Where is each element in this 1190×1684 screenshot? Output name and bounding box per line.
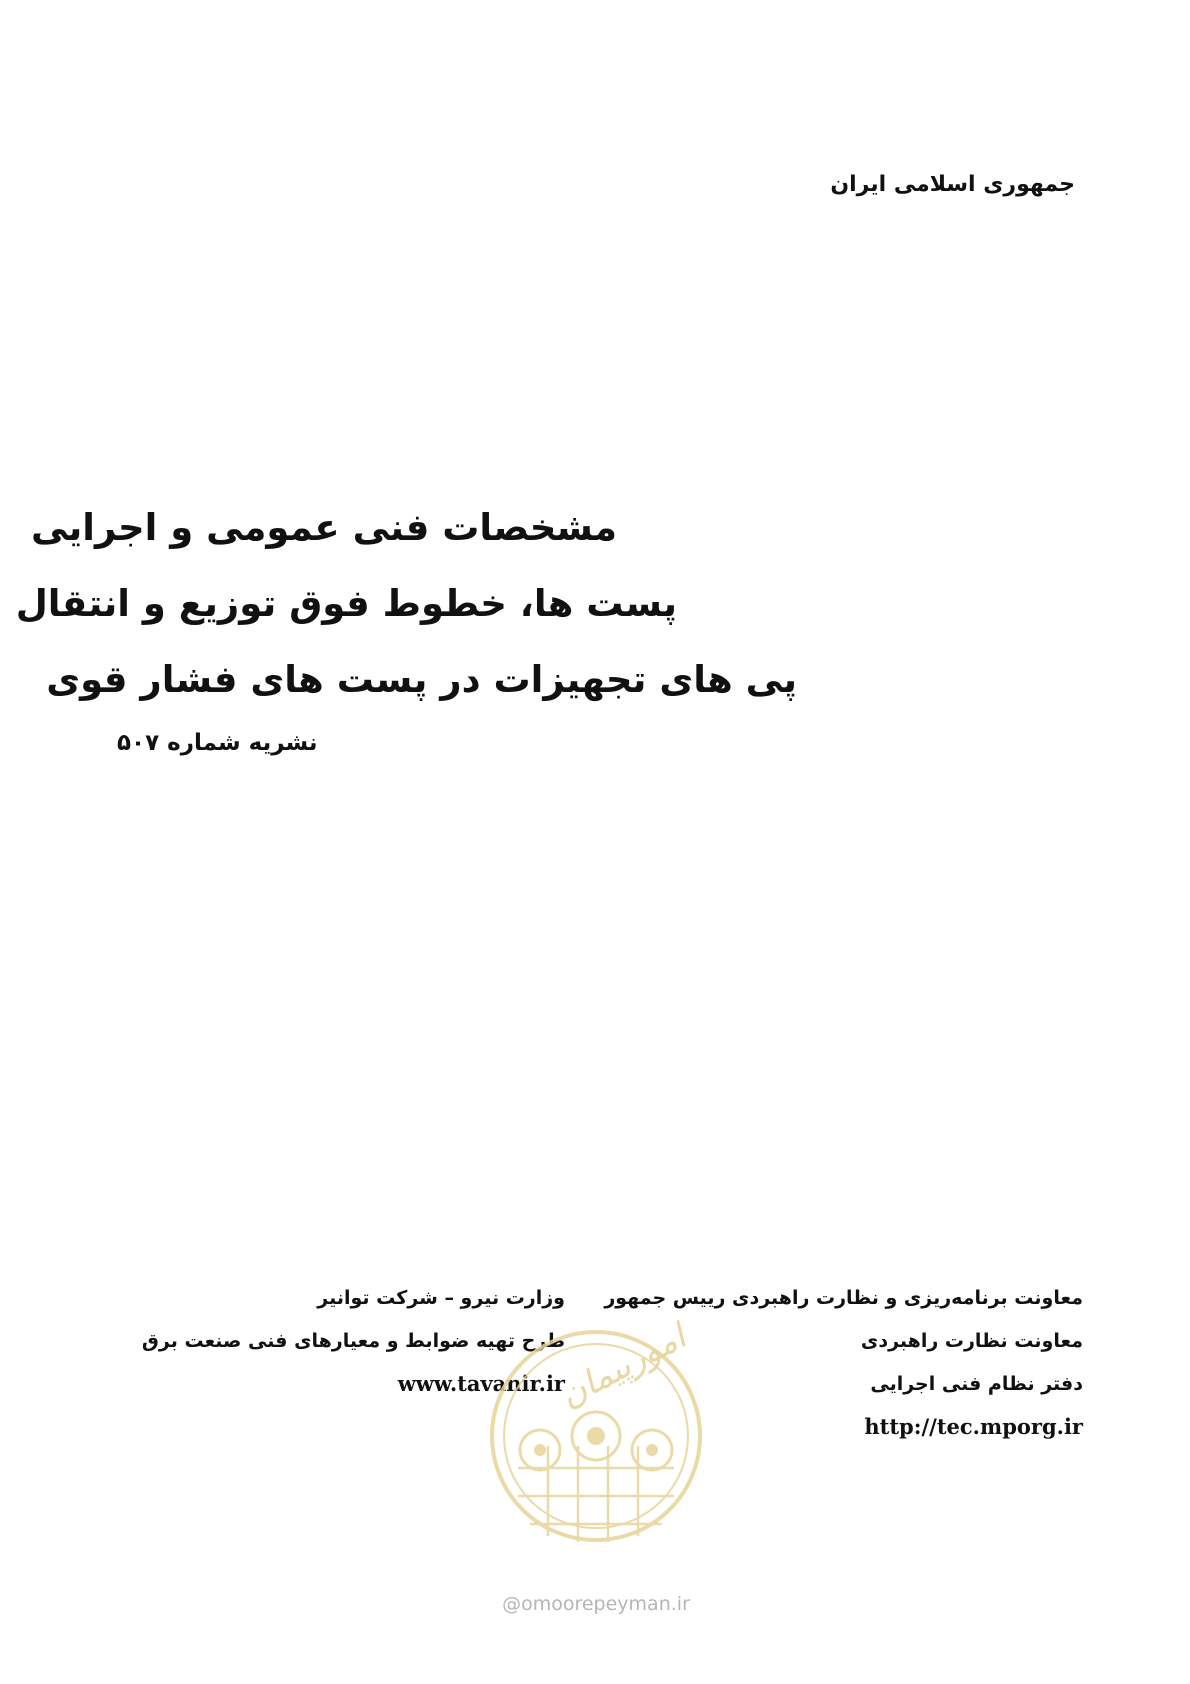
footer-left-line-2: طرح تهیه ضوابط و معیارهای فنی صنعت برق	[141, 1330, 565, 1352]
title-line-1: مشخصات فنی عمومی و اجرایی	[30, 506, 617, 549]
title-line-3: پی های تجهیزات در پست های فشار قوی	[46, 658, 797, 701]
footer-left-line-1: وزارت نیرو – شرکت توانیر	[317, 1287, 565, 1309]
country-name: جمهوری اسلامی ایران	[830, 172, 1075, 197]
title-line-2: پست ها، خطوط فوق توزیع و انتقال	[15, 582, 677, 625]
svg-text:امورپیمان: امورپیمان	[553, 1318, 693, 1416]
footer-right-url[interactable]: http://tec.mporg.ir	[864, 1414, 1083, 1439]
watermark-seal-icon	[478, 1318, 714, 1618]
footer-left-url[interactable]: www.tavanir.ir	[397, 1371, 565, 1396]
footer-right-line-3: دفتر نظام فنی اجرایی	[870, 1373, 1083, 1395]
footer-right-line-2: معاونت نظارت راهبردی	[860, 1330, 1083, 1352]
publication-number: نشریه شماره ۵۰۷	[117, 730, 318, 756]
footer-right-line-1: معاونت برنامه‌ریزی و نظارت راهبردی رییس جمهور	[604, 1287, 1083, 1309]
watermark-logo	[478, 1318, 714, 1618]
svg-text:@omoorepeyman.ir: @omoorepeyman.ir	[502, 1593, 690, 1615]
